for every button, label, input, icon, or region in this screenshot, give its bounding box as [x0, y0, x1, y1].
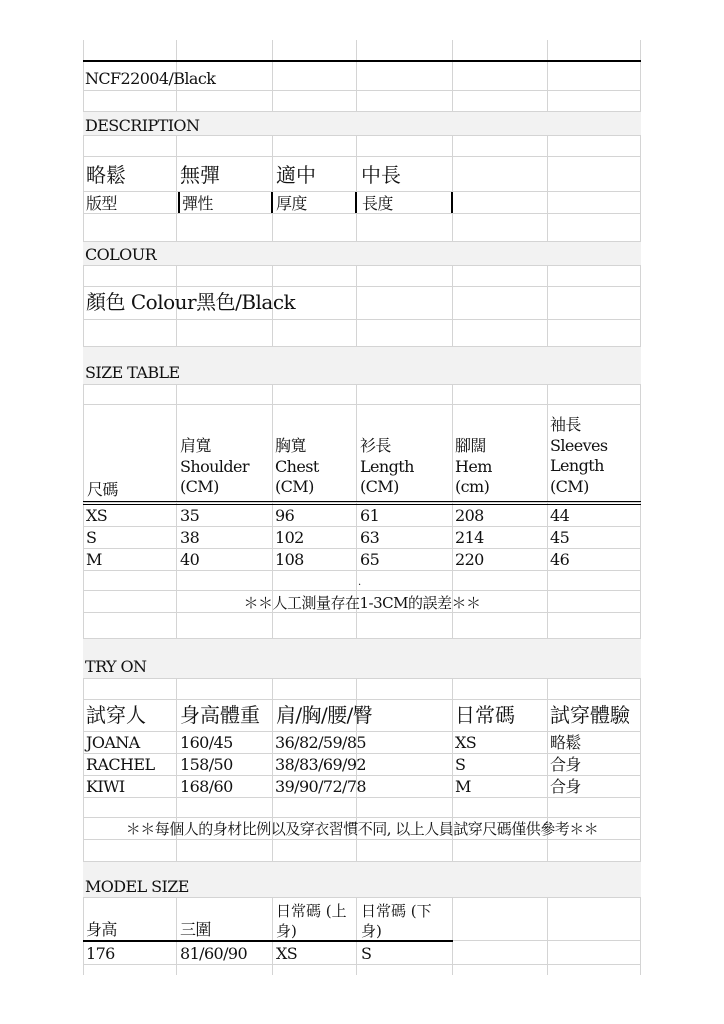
description-marker [271, 192, 273, 213]
model-cell: 176 [86, 944, 115, 963]
grid-row [83, 679, 641, 700]
description-heading: DESCRIPTION [85, 116, 200, 135]
size-cell: 102 [275, 528, 304, 547]
size-cell: 35 [180, 506, 200, 525]
size-cell: XS [86, 506, 108, 525]
try-on-col-header: 肩/胸/腰/臀 [276, 703, 373, 727]
header-line: (CM) [550, 476, 589, 496]
header-line: 日常碼 (上 [276, 902, 347, 920]
try-on-cell: 36/82/59/85 [275, 733, 367, 752]
size-col-header-shoulder [180, 436, 249, 498]
try-on-col-header: 試穿體驗 [550, 703, 630, 727]
header-line: 衫長 [360, 436, 391, 455]
size-col-header-hem [455, 436, 492, 498]
header-line: Chest [275, 456, 319, 476]
size-cell: 96 [275, 506, 295, 525]
section-band [83, 242, 641, 266]
header-line: 尺碼 [87, 480, 118, 499]
size-cell: M [86, 550, 102, 569]
description-label-stretch: 彈性 [182, 194, 213, 213]
header-line: Shoulder [180, 456, 249, 476]
spec-sheet [83, 0, 641, 1024]
grid-row [83, 214, 641, 242]
description-label-fit: 版型 [86, 194, 117, 213]
description-value-fit: 略鬆 [86, 163, 126, 187]
grid-row [83, 136, 641, 157]
description-value-thickness: 適中 [276, 163, 316, 187]
try-on-cell: M [455, 777, 471, 796]
header-line: (CM) [360, 477, 399, 496]
stray-dot: . [358, 577, 362, 588]
size-cell: 63 [360, 528, 380, 547]
size-col-header-size [87, 481, 118, 498]
header-line: 身) [276, 922, 297, 940]
header-line: 肩寬 [180, 436, 211, 455]
header-line: (cm) [455, 477, 490, 496]
description-marker [451, 192, 453, 213]
try-on-heading: TRY ON [85, 657, 147, 676]
size-cell: 61 [360, 506, 380, 525]
try-on-cell: 39/90/72/78 [275, 777, 367, 796]
colour-heading: COLOUR [85, 245, 157, 264]
size-cell: 208 [455, 506, 484, 525]
description-marker [355, 192, 357, 213]
header-line: 身) [361, 922, 382, 940]
header-line: Length [550, 456, 604, 475]
size-table-heading: SIZE TABLE [85, 363, 180, 382]
model-col-header-measurements [180, 921, 211, 938]
size-cell: 38 [180, 528, 200, 547]
size-table-note: ＊＊人工測量存在1-3CM的誤差＊＊ [243, 594, 481, 612]
size-cell: 44 [550, 506, 570, 525]
header-line: (CM) [275, 477, 314, 496]
grid-row [83, 840, 641, 862]
header-line: 日常碼 (下 [361, 902, 432, 920]
size-cell: 45 [550, 528, 570, 547]
description-label-length: 長度 [362, 194, 393, 213]
grid-row [83, 266, 641, 287]
try-on-cell: 160/45 [180, 733, 233, 752]
try-on-cell: 略鬆 [550, 733, 581, 752]
description-marker [178, 192, 180, 213]
model-col-header-height [86, 921, 117, 938]
size-cell: S [86, 528, 97, 547]
try-on-cell: JOANA [86, 733, 140, 752]
size-cell: 108 [275, 550, 304, 569]
try-on-col-header: 日常碼 [455, 703, 515, 727]
colour-value: 顏色 Colour黑色/Black [86, 290, 296, 314]
grid-row [83, 965, 641, 975]
model-col-header-bottom-size [361, 901, 432, 941]
grid-row [83, 571, 641, 591]
model-cell: S [361, 944, 372, 963]
try-on-cell: RACHEL [86, 755, 155, 774]
header-line: 身高 [86, 920, 117, 939]
grid-row [83, 385, 641, 405]
header-line: Length [360, 456, 414, 476]
try-on-col-header: 試穿人 [86, 703, 146, 727]
description-label-thickness: 厚度 [276, 194, 307, 213]
header-line: 三圍 [180, 920, 211, 939]
size-cell: 214 [455, 528, 484, 547]
try-on-col-header: 身高體重 [180, 703, 260, 727]
try-on-cell: 158/50 [180, 755, 233, 774]
try-on-cell: 合身 [550, 777, 581, 796]
size-cell: 220 [455, 550, 484, 569]
header-line: 腳闊 [455, 436, 486, 455]
size-col-header-chest [275, 436, 319, 498]
header-line: 胸寬 [275, 436, 306, 455]
try-on-cell: XS [455, 733, 477, 752]
section-band [83, 639, 641, 679]
model-cell: 81/60/90 [180, 944, 248, 963]
size-col-header-sleeves [550, 415, 608, 497]
size-cell: 65 [360, 550, 380, 569]
size-cell: 46 [550, 550, 570, 569]
model-header-rule [83, 940, 453, 942]
try-on-cell: 168/60 [180, 777, 233, 796]
grid-row [83, 798, 641, 818]
try-on-cell: S [455, 755, 466, 774]
model-size-heading: MODEL SIZE [85, 877, 189, 896]
header-line: Sleeves [550, 435, 608, 455]
try-on-cell: 38/83/69/92 [275, 755, 367, 774]
grid-row [83, 40, 641, 61]
product-sku: NCF22004/Black [85, 69, 216, 88]
header-line: 袖長 [550, 415, 581, 434]
grid-row [83, 320, 641, 347]
try-on-cell: 合身 [550, 755, 581, 774]
header-line: Hem [455, 456, 492, 476]
size-cell: 40 [180, 550, 200, 569]
model-col-header-top-size [276, 901, 347, 941]
grid-row [83, 613, 641, 639]
try-on-cell: KIWI [86, 777, 125, 796]
size-col-header-length [360, 436, 414, 498]
description-value-length: 中長 [361, 163, 401, 187]
header-line: (CM) [180, 477, 219, 496]
model-cell: XS [276, 944, 298, 963]
description-value-stretch: 無彈 [180, 163, 220, 187]
try-on-note: ＊＊每個人的身材比例以及穿衣習慣不同, 以上人員試穿尺碼僅供參考＊＊ [125, 820, 599, 838]
grid-row [83, 91, 641, 112]
